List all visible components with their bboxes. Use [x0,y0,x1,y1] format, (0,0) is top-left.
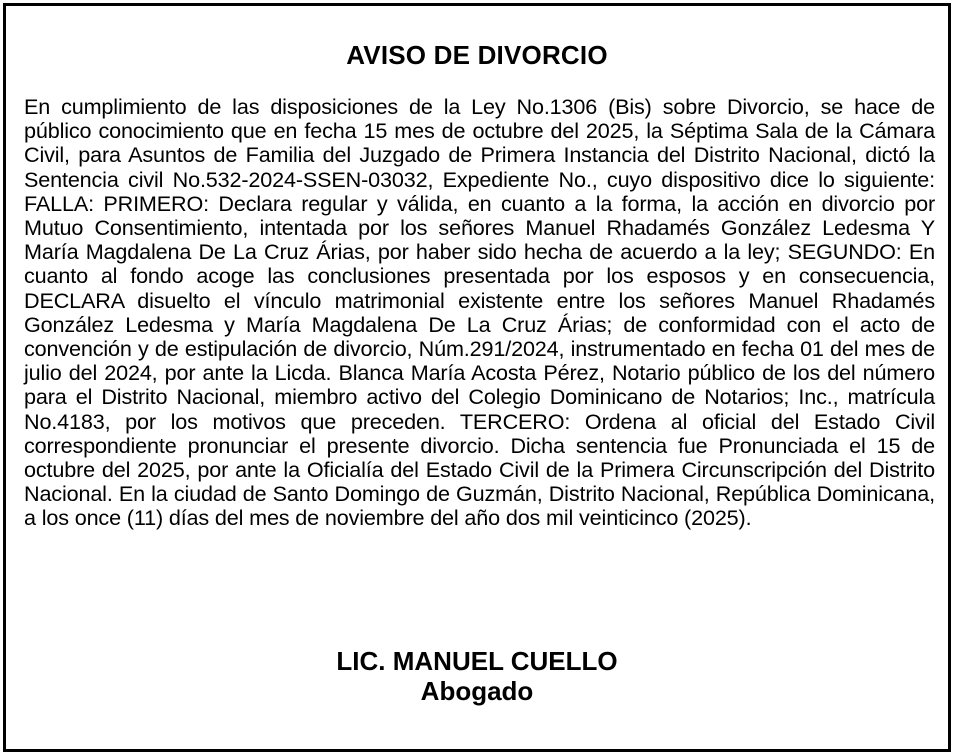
signature-name: LIC. MANUEL CUELLO [336,646,618,676]
notice-frame [3,3,951,752]
signature-title: Abogado [420,676,534,706]
notice-body: En cumplimiento de las disposiciones de la Ley No.1306 (Bis) sobre Divorcio, se hace de público conocimiento que en fecha 15 mes de octubre del 2025, la Séptima Sala de la Cámara Civil, para Asuntos de Familia del Juzgado de Primera Instancia del Distrito Nacional, dictó la Sentencia civil No.532-2024-SSEN-03032, Expediente No., cuyo dispositivo dice lo siguiente: FALLA: PRIMERO: Declara regular y válida, en cuanto a la forma, la acción en divorcio por Mutuo Consentimiento, intentada por los señores Manuel Rhadamés González Ledesma Y María Magdalena De La Cruz Árias, por haber sido hecha de acuerdo a la ley; SEGUNDO: En cuanto al fondo acoge las conclusiones presentada por los esposos y en consecuencia, DECLARA disuelto el vínculo matrimonial existente entre los señores Manuel Rhadamés González Ledesma y María Magdalena De La Cruz Árias; de conformidad con el acto de convención y de estipulación de divorcio, Núm.291/2024, instrumentado en fecha 01 del mes de julio del 2024, por ante la Licda. Blanca María Acosta Pérez, Notario público de los del número para el Distrito Nacional, miembro activo del Colegio Dominicano de Notarios; Inc., matrícula No.4183, por los motivos que preceden. TERCERO: Ordena al oficial del Estado Civil correspondiente pronunciar el presente divorcio. Dicha sentencia fue Pronunciada el 15 de octubre del 2025, por ante la Oficialía del Estado Civil de la Primera Circunscripción del Distrito Nacional. En la ciudad de Santo Domingo de Guzmán, Distrito Nacional, República Dominicana, a los once (11) días del mes de noviembre del año dos mil veinticinco (2025). [24,94,935,531]
notice-title: AVISO DE DIVORCIO [346,40,608,70]
